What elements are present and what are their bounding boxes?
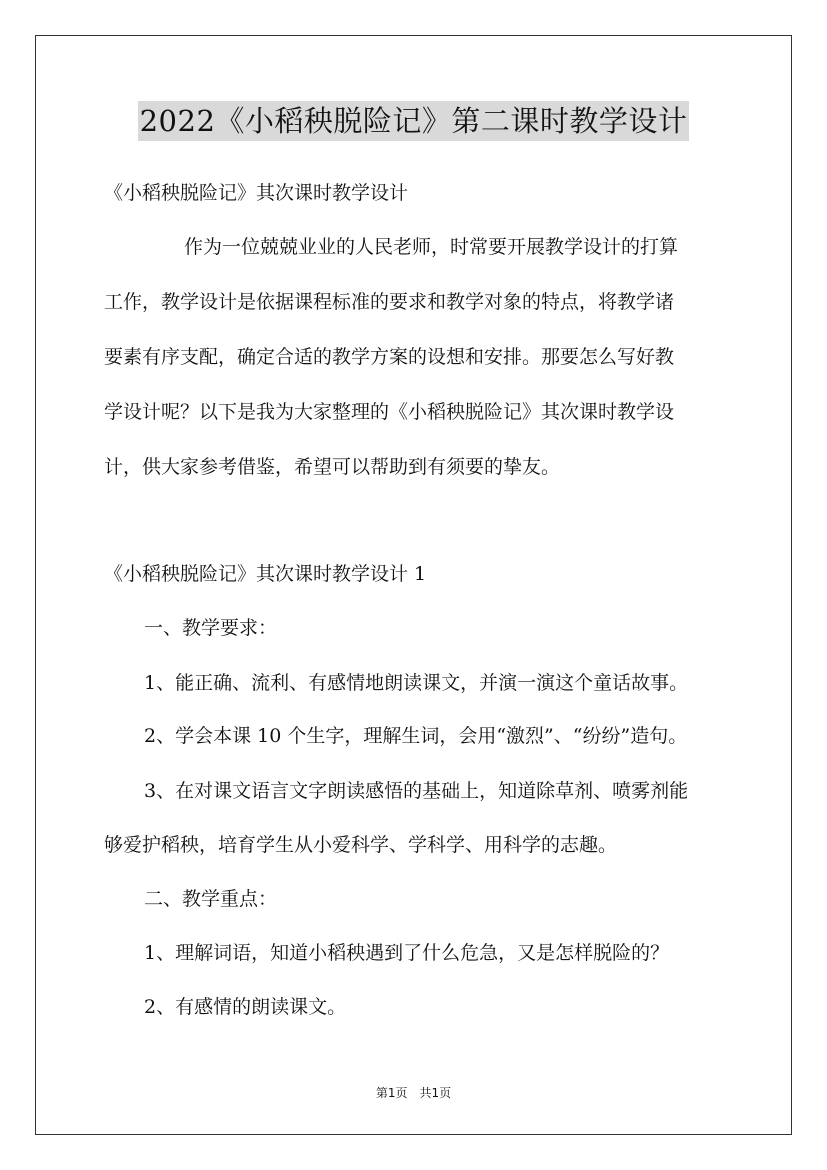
focus-item-2: 2、有感情的朗读课文。 (144, 996, 347, 1018)
intro-line-5: 计，供大家参考借鉴，希望可以帮助到有须要的挚友。 (104, 456, 561, 478)
page-footer: 第1页 共1页 (375, 1086, 452, 1100)
intro-line-3: 要素有序支配，确定合适的教学方案的设想和安排。那要怎么写好教 (104, 346, 675, 368)
focus-heading: 二、教学重点： (144, 888, 278, 910)
requirement-item-1: 1、能正确、流利、有感情地朗读课文，并演一演这个童话故事。 (144, 672, 689, 694)
document-title: 2022《小稻秧脱险记》第二课时教学设计 (138, 101, 690, 141)
section-title: 《小稻秧脱险记》其次课时教学设计 1 (104, 563, 427, 585)
intro-line-2: 工作，教学设计是依据课程标准的要求和教学对象的特点，将教学诸 (104, 291, 675, 313)
requirements-heading: 一、教学要求： (144, 617, 278, 639)
requirement-item-3: 3、在对课文语言文字朗读感悟的基础上，知道除草剂、喷雾剂能 (144, 780, 689, 802)
intro-line-1: 作为一位兢兢业业的人民老师，时常要开展教学设计的打算 (184, 236, 679, 258)
intro-line-4: 学设计呢？以下是我为大家整理的《小稻秧脱险记》其次课时教学设 (104, 401, 675, 423)
title-container (0, 101, 827, 141)
subtitle: 《小稻秧脱险记》其次课时教学设计 (104, 182, 409, 204)
requirement-item-2: 2、学会本课 10 个生字，理解生词，会用“激烈”、“纷纷”造句。 (144, 725, 688, 747)
focus-item-1: 1、理解词语，知道小稻秧遇到了什么危急，又是怎样脱险的？ (144, 942, 670, 964)
requirement-item-3-cont: 够爱护稻秧，培育学生从小爱科学、学科学、用科学的志趣。 (104, 834, 618, 856)
